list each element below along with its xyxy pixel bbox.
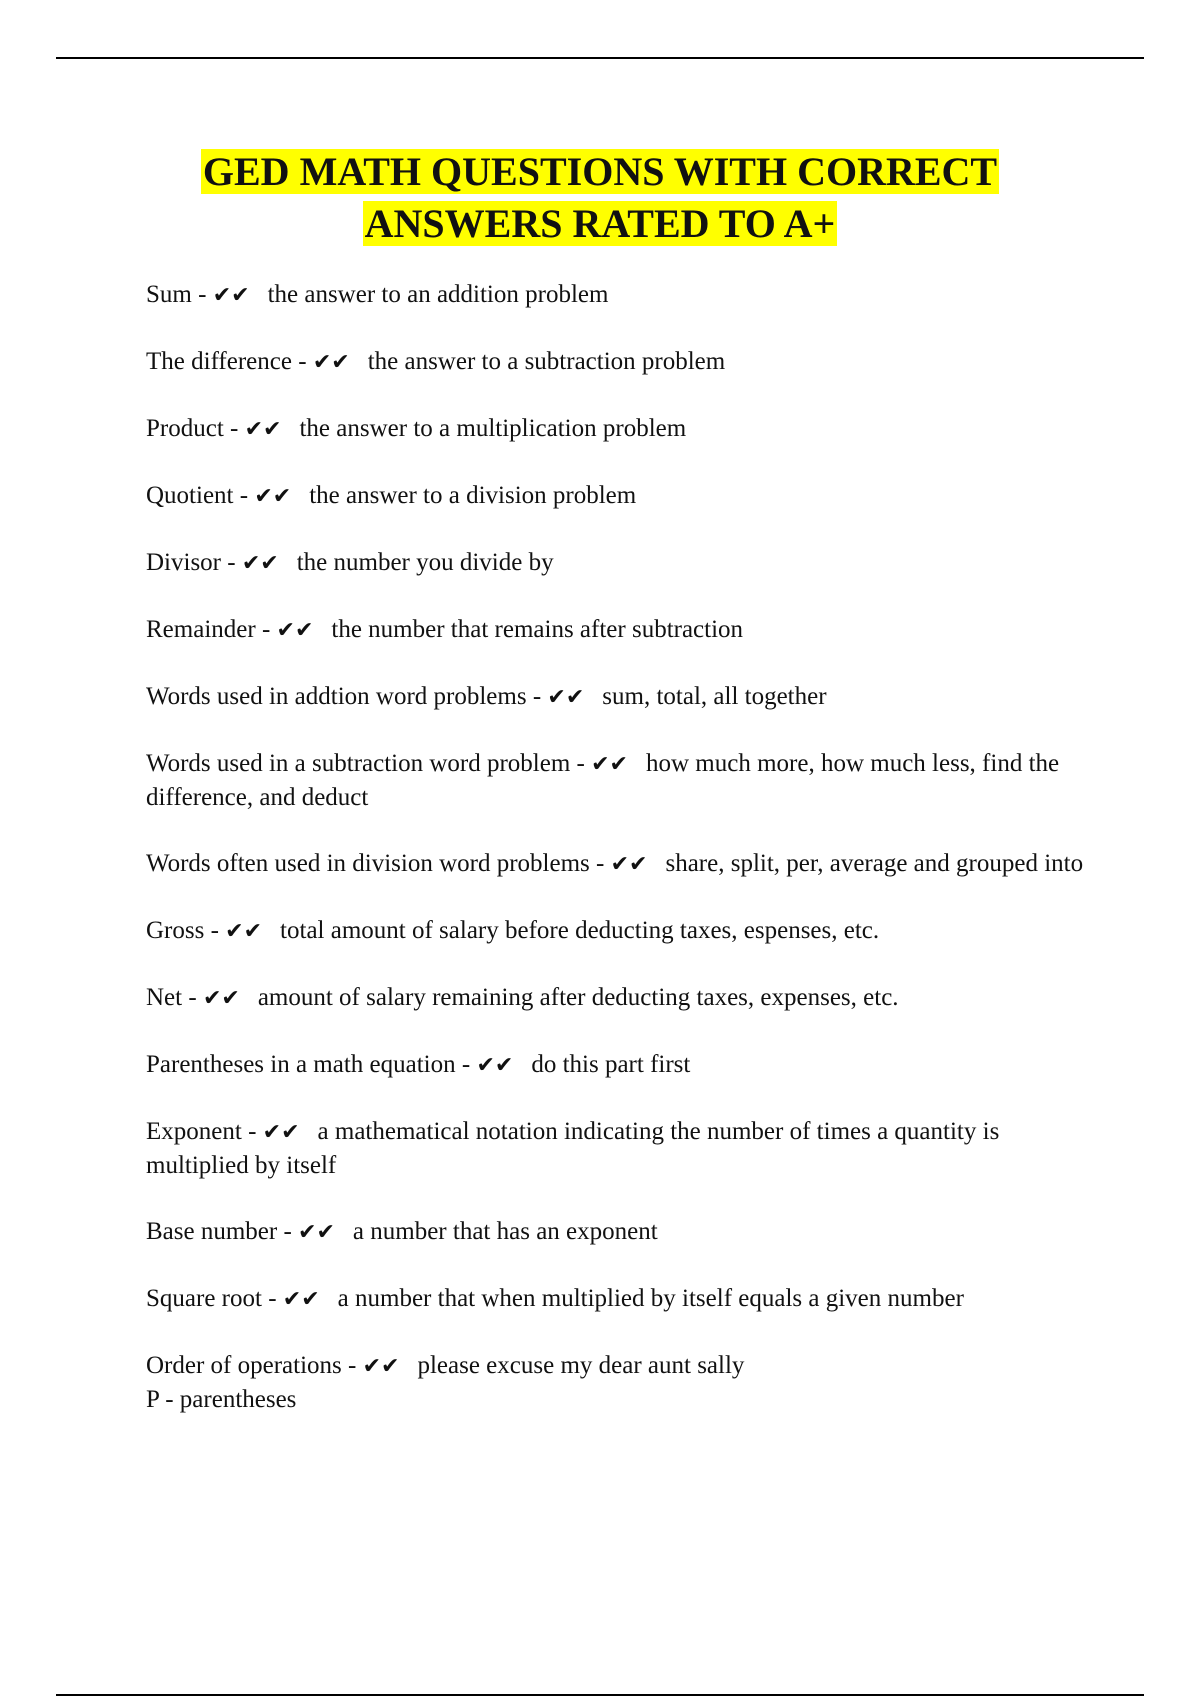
entry-term: Order of operations: [146, 1352, 342, 1379]
entry-answer: a number that has an exponent: [352, 1218, 658, 1245]
list-item: [146, 981, 1086, 1015]
entry-separator: -: [204, 917, 226, 944]
entry-term: Parentheses in a math equation: [146, 1051, 456, 1078]
list-item: [146, 680, 1086, 714]
entry-term: Words often used in division word problems: [146, 850, 590, 877]
double-check-icon: ✔✔: [312, 350, 350, 375]
entry-answer: share, split, per, average and grouped into: [665, 850, 1084, 877]
double-check-icon: ✔✔: [262, 1120, 300, 1145]
entry-answer: total amount of salary before deducting taxes, espenses, etc.: [280, 917, 880, 944]
entry-separator: -: [241, 1118, 263, 1145]
bottom-rule: [56, 1694, 1144, 1696]
entry-answer: please excuse my dear aunt sally: [417, 1352, 745, 1379]
list-item: [146, 1282, 1086, 1316]
title-line-1: GED MATH QUESTIONS WITH CORRECT: [202, 149, 998, 194]
entry-separator: -: [221, 549, 242, 576]
entry-term: Exponent: [146, 1118, 242, 1145]
entry-term: Net: [146, 984, 183, 1011]
entry-separator: -: [455, 1051, 477, 1078]
list-item: [146, 1349, 1086, 1416]
double-check-icon: ✔✔: [254, 484, 292, 509]
list-item: [146, 1048, 1086, 1082]
entry-separator: -: [233, 482, 255, 509]
entry-term: Remainder: [146, 616, 256, 643]
double-check-icon: ✔✔: [282, 1287, 320, 1312]
entry-separator: -: [255, 616, 277, 643]
list-item: [146, 613, 1086, 647]
entry-term: Sum: [146, 281, 192, 308]
list-item: [146, 1215, 1086, 1249]
double-check-icon: ✔✔: [547, 685, 585, 710]
list-item: [146, 345, 1086, 379]
entry-separator: -: [277, 1218, 299, 1245]
entry-term: Divisor: [146, 549, 221, 576]
double-check-icon: ✔✔: [244, 417, 282, 442]
entry-separator: -: [261, 1285, 283, 1312]
list-item: [146, 847, 1086, 881]
list-item: [146, 914, 1086, 948]
double-check-icon: ✔✔: [476, 1053, 514, 1078]
double-check-icon: ✔✔: [241, 551, 279, 576]
entry-term: The difference: [146, 348, 292, 375]
entry-extra-line: P - parentheses: [146, 1386, 297, 1413]
entry-answer: how much more, how much less, find the difference, and deduct: [146, 750, 1060, 811]
double-check-icon: ✔✔: [362, 1354, 400, 1379]
double-check-icon: ✔✔: [298, 1220, 335, 1245]
entry-answer: a mathematical notation indicating the number of times a quantity is multiplied by itself: [146, 1118, 1000, 1179]
entry-term: Words used in a subtraction word problem: [146, 750, 571, 777]
list-item: [146, 747, 1086, 814]
title-line-2: ANSWERS RATED TO A+: [364, 201, 836, 246]
list-item: [146, 412, 1086, 446]
flashcard-list: [146, 278, 1086, 1449]
double-check-icon: ✔✔: [276, 618, 314, 643]
entry-separator: -: [223, 415, 245, 442]
entry-answer: sum, total, all together: [602, 683, 827, 710]
entry-answer: the answer to an addition problem: [267, 281, 609, 308]
entry-answer: the number that remains after subtraction: [331, 616, 744, 643]
double-check-icon: ✔✔: [202, 986, 240, 1011]
double-check-icon: ✔✔: [591, 752, 628, 777]
list-item: [146, 479, 1086, 513]
entry-separator: -: [182, 984, 203, 1011]
entry-separator: -: [341, 1352, 363, 1379]
entry-separator: -: [191, 281, 213, 308]
entry-separator: -: [526, 683, 548, 710]
double-check-icon: ✔✔: [212, 283, 250, 308]
entry-separator: -: [589, 850, 611, 877]
entry-answer: amount of salary remaining after deducting taxes, expenses, etc.: [257, 984, 899, 1011]
entry-term: Quotient: [146, 482, 234, 509]
entry-separator: -: [570, 750, 592, 777]
double-check-icon: ✔✔: [610, 852, 648, 877]
entry-answer: a number that when multiplied by itself equals a given number: [337, 1285, 964, 1312]
entry-term: Square root: [146, 1285, 262, 1312]
entry-answer: do this part first: [531, 1051, 691, 1078]
list-item: [146, 546, 1086, 580]
entry-term: Words used in addtion word problems: [146, 683, 527, 710]
entry-term: Gross: [146, 917, 205, 944]
entry-term: Product: [146, 415, 224, 442]
double-check-icon: ✔✔: [225, 919, 263, 944]
list-item: [146, 1115, 1086, 1182]
top-rule: [56, 57, 1144, 59]
list-item: [146, 278, 1086, 312]
entry-answer: the answer to a multiplication problem: [299, 415, 687, 442]
entry-answer: the number you divide by: [296, 549, 554, 576]
entry-answer: the answer to a subtraction problem: [367, 348, 726, 375]
entry-separator: -: [291, 348, 313, 375]
entry-term: Base number: [146, 1218, 278, 1245]
page-title: [0, 146, 1200, 250]
entry-answer: the answer to a division problem: [309, 482, 637, 509]
